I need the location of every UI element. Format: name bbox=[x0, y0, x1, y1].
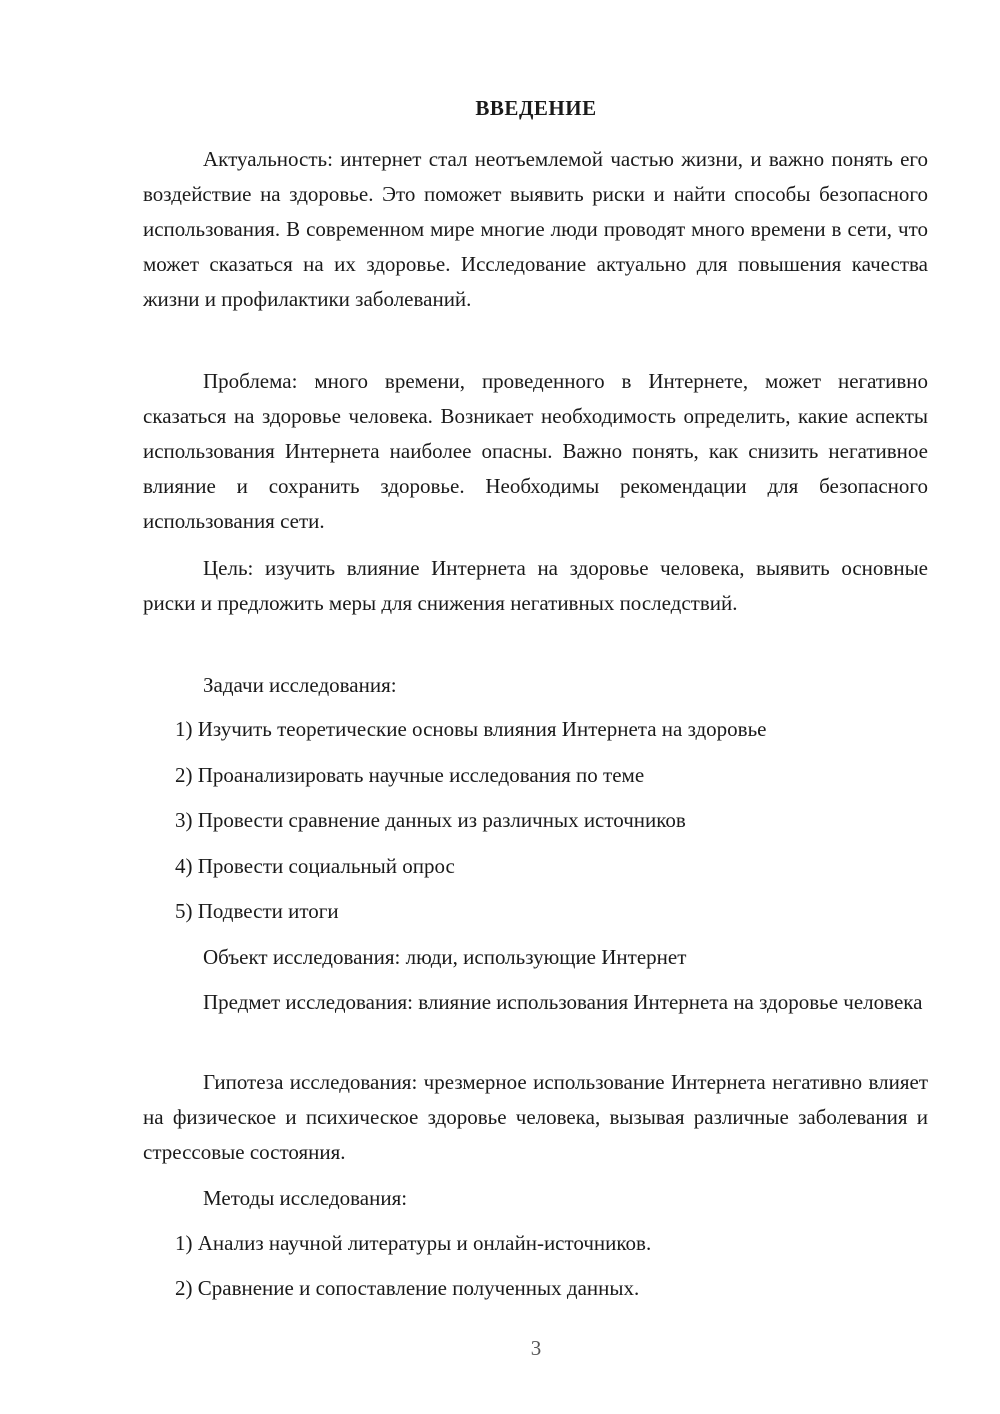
tasks-title: Задачи исследования: bbox=[203, 673, 397, 697]
method-item-2: 2) Сравнение и сопоставление полученных данных. bbox=[175, 1276, 640, 1300]
section-heading: ВВЕДЕНИЕ bbox=[475, 96, 597, 120]
subject-text: Предмет исследования: влияние использования Интернета на здоровье человека bbox=[203, 990, 923, 1014]
relevance-text: Актуальность: интернет стал неотъемлемой частью жизни, и важно понять его воздействие на здоровье. Это поможет выявить риски и найти способы безопасного использования. В современном мире многие люди проводят много времени в сети, что может сказаться на их здоровье. Исследование актуально для повышения качества жизни и профилактики заболеваний. bbox=[143, 147, 928, 311]
page-number: 3 bbox=[530, 1336, 542, 1360]
hypothesis-text: Гипотеза исследования: чрезмерное использование Интернета негативно влияет на физическое и психическое здоровье человека, вызывая различные заболевания и стрессовые состояния. bbox=[143, 1070, 928, 1164]
task-item-4: 4) Провести социальный опрос bbox=[175, 854, 455, 878]
goal-paragraph bbox=[143, 551, 928, 621]
goal-text: Цель: изучить влияние Интернета на здоровье человека, выявить основные риски и предложить меры для снижения негативных последствий. bbox=[143, 556, 928, 615]
method-item-1: 1) Анализ научной литературы и онлайн-источников. bbox=[175, 1231, 652, 1255]
problem-text: Проблема: много времени, проведенного в Интернете, может негативно сказаться на здоровье человека. Возникает необходимость определить, какие аспекты использования Интернета наиболее опасны. Важно понять, как снизить негативное влияние и сохранить здоровье. Необходимы рекомендации для безопасного использования сети. bbox=[143, 369, 928, 533]
task-item-1: 1) Изучить теоретические основы влияния Интернета на здоровье bbox=[175, 717, 767, 741]
task-item-3: 3) Провести сравнение данных из различных источников bbox=[175, 808, 686, 832]
hypothesis-paragraph bbox=[143, 1065, 928, 1170]
task-item-2: 2) Проанализировать научные исследования по теме bbox=[175, 763, 645, 787]
methods-title: Методы исследования: bbox=[203, 1186, 408, 1210]
object-paragraph: Объект исследования: люди, использующие Интернет bbox=[203, 945, 687, 969]
task-item-5: 5) Подвести итоги bbox=[175, 899, 339, 923]
subject-paragraph bbox=[143, 985, 928, 1020]
relevance-paragraph bbox=[143, 142, 928, 317]
problem-paragraph bbox=[143, 364, 928, 539]
